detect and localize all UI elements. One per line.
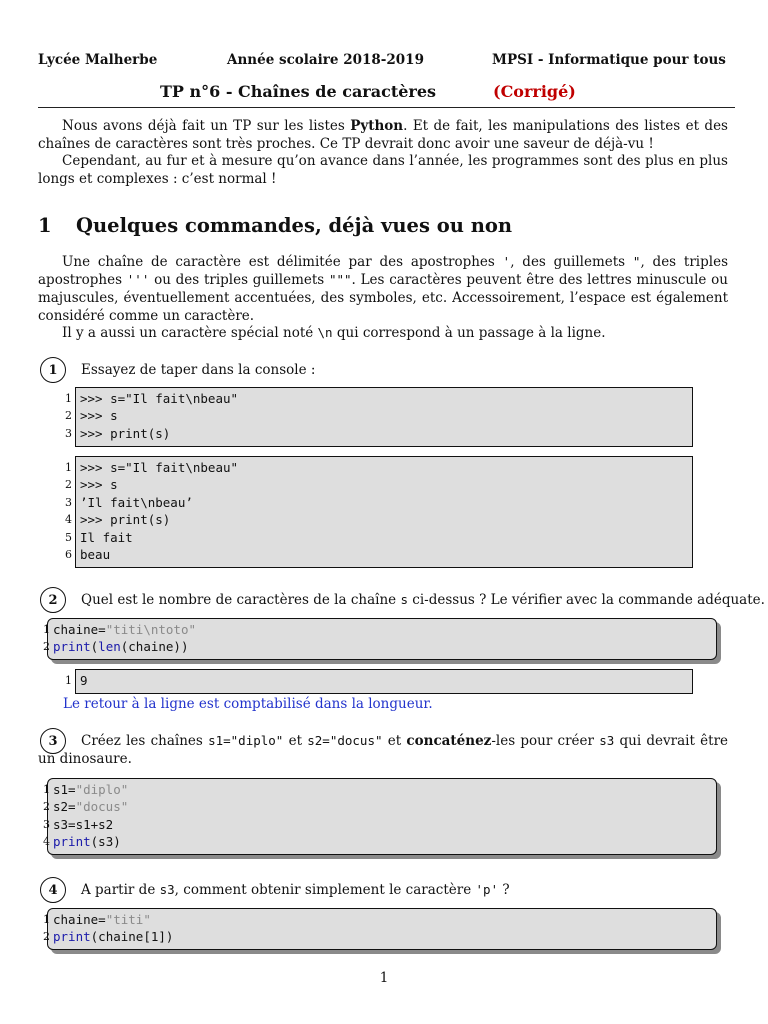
console-box-1: [65, 387, 693, 447]
code-s1: s1="diplo": [208, 733, 284, 748]
line-number: 1: [43, 623, 50, 636]
bold-word: concaténez: [406, 733, 492, 749]
code-s3: s3: [599, 733, 615, 748]
code-text: Il fait: [80, 529, 133, 545]
section-title: Quelques commandes, déjà vues ou non: [76, 214, 513, 237]
text: qui correspond à un passage à la ligne.: [332, 325, 606, 341]
text: , des guillemets: [510, 254, 633, 270]
line-number: 1: [65, 461, 72, 474]
header-year: Année scolaire 2018-2019: [227, 52, 424, 68]
code-text: >>> s: [80, 408, 118, 424]
intro-text: Nous avons déjà fait un TP sur les listes: [62, 118, 351, 134]
text: et: [283, 733, 308, 749]
code-line: [43, 798, 716, 815]
code-text: >>> print(s): [80, 512, 171, 528]
code-line: [43, 621, 716, 638]
code-s2: s2="docus": [307, 733, 383, 748]
code-line: [65, 494, 692, 511]
code-line: [43, 638, 716, 655]
triple-apostrophe-code: ''': [126, 272, 150, 287]
text: qui devrait être un dinosaure.: [38, 733, 729, 767]
text: Il y a aussi un caractère spécial noté: [62, 325, 318, 341]
line-number: 2: [65, 478, 72, 492]
line-number: 1: [65, 674, 72, 687]
line-number: 2: [43, 800, 50, 814]
line-number: 4: [43, 835, 50, 849]
python-word: Python: [350, 118, 404, 134]
line-number: 5: [65, 530, 72, 544]
apostrophe-code: ': [502, 254, 511, 269]
text: , des triples apostrophes: [38, 254, 728, 288]
text: , comment obtenir simplement le caractère: [174, 882, 476, 898]
string-literal: "titi\ntoto": [105, 622, 196, 637]
intro-text: . Et de fait, les manipulations des listes et des chaînes de caractères sont très proches. Ce TP devrait donc avoir une saveur de déjà-vu !: [38, 118, 728, 152]
line-number: 4: [65, 513, 72, 527]
code-text: beau: [80, 546, 111, 562]
line-number: 2: [65, 409, 72, 423]
line-number: 3: [65, 426, 72, 440]
page-title: TP n°6 - Chaînes de caractères: [160, 82, 437, 101]
question-number-4: 4: [40, 877, 66, 903]
code-text: >>> print(s): [80, 425, 171, 441]
line-number: 6: [65, 547, 72, 561]
string-literal: "docus": [75, 799, 129, 815]
line-number: 2: [43, 640, 50, 654]
code-text: s1=: [53, 782, 76, 797]
line-number: 1: [43, 913, 50, 926]
keyword: print: [53, 834, 91, 850]
code-box-q3: [43, 778, 717, 855]
code-box-q2: [43, 618, 717, 660]
question-4-text: [81, 881, 510, 899]
question-3-text: [38, 732, 728, 768]
code-text: s3=s1+s2: [53, 816, 114, 832]
code-line: [65, 672, 692, 689]
line-number: 1: [65, 392, 72, 405]
code-text: chaine=: [53, 622, 106, 637]
intro-paragraph-2: Cependant, au fur et à mesure qu’on avance dans l’année, les programmes sont des plus en plus longs et complexes : c’est normal !: [38, 153, 728, 187]
answer-q2: Le retour à la ligne est comptabilisé dans la longueur.: [63, 696, 433, 712]
section-paragraph-2: [38, 324, 728, 342]
code-line: [43, 928, 716, 945]
code-line: [43, 833, 716, 850]
text: Quel est le nombre de caractères de la chaîne: [81, 592, 401, 608]
code-line: [65, 529, 692, 546]
corrige-tag: (Corrigé): [493, 82, 576, 101]
header-course: MPSI - Informatique pour tous: [492, 52, 726, 68]
question-number-3: 3: [40, 728, 66, 754]
section-heading: [38, 214, 512, 237]
string-literal: "titi": [105, 912, 151, 927]
code-line: [65, 459, 692, 476]
intro-paragraph-1: [38, 117, 728, 153]
question-2-text: [81, 591, 765, 609]
text: Une chaîne de caractère est délimitée par des apostrophes: [62, 254, 503, 270]
code-line: [65, 546, 692, 563]
code-text: (chaine[1]): [90, 929, 174, 945]
code-line: [65, 476, 692, 493]
code-text: ’Il fait\nbeau’: [80, 494, 193, 510]
line-number: 2: [43, 930, 50, 944]
code-line: [65, 390, 692, 407]
text: Créez les chaînes: [81, 733, 209, 749]
code-text: s2=: [53, 799, 76, 815]
code-text: 9: [80, 673, 88, 688]
text: -les pour créer: [491, 733, 600, 749]
var-code: s: [400, 592, 408, 607]
console-box-2: [65, 456, 693, 568]
keyword: len: [98, 639, 121, 655]
question-number-1: 1: [40, 357, 66, 383]
triple-quote-code: """: [328, 272, 352, 287]
text: ou des triples guillemets: [149, 272, 329, 288]
newline-code: \n: [317, 325, 333, 340]
string-literal: "diplo": [75, 782, 129, 797]
question-number-2: 2: [40, 587, 66, 613]
section-paragraph-1: [38, 253, 728, 325]
code-line: [43, 911, 716, 928]
line-number: 1: [43, 783, 50, 796]
code-line: [43, 816, 716, 833]
code-text: (s3): [90, 834, 121, 850]
quote-code: ": [632, 254, 641, 269]
section-number: 1: [38, 214, 52, 237]
code-s3: s3: [159, 882, 175, 897]
keyword: print: [53, 929, 91, 945]
keyword: print: [53, 639, 91, 655]
code-text: >>> s: [80, 477, 118, 493]
page-number: 1: [379, 970, 389, 986]
code-line: [65, 407, 692, 424]
code-line: [65, 511, 692, 528]
text: ?: [498, 882, 510, 898]
text: A partir de: [81, 882, 160, 898]
question-1-text: Essayez de taper dans la console :: [81, 362, 316, 378]
code-box-q4: [43, 908, 717, 950]
code-text: chaine=: [53, 912, 106, 927]
code-text: >>> s="Il fait\nbeau": [80, 391, 239, 406]
text: et: [382, 733, 407, 749]
text: . Les caractères peuvent être des lettres minuscule ou majuscules, éventuellement accentuées, des symboles, etc. Accessoirement, l’espace est également considéré comme un caractère.: [38, 272, 728, 324]
line-number: 3: [43, 817, 50, 831]
header-school: Lycée Malherbe: [38, 52, 158, 68]
header-rule: [38, 107, 735, 108]
code-text: (: [90, 639, 99, 655]
code-line: [65, 425, 692, 442]
text: ci-dessus ? Le vérifier avec la commande adéquate.: [407, 592, 765, 608]
code-char: 'p': [475, 882, 499, 897]
output-box-q2: [65, 669, 693, 694]
code-text: (chaine)): [120, 639, 189, 655]
code-text: >>> s="Il fait\nbeau": [80, 460, 239, 475]
code-line: [43, 781, 716, 798]
line-number: 3: [65, 495, 72, 509]
